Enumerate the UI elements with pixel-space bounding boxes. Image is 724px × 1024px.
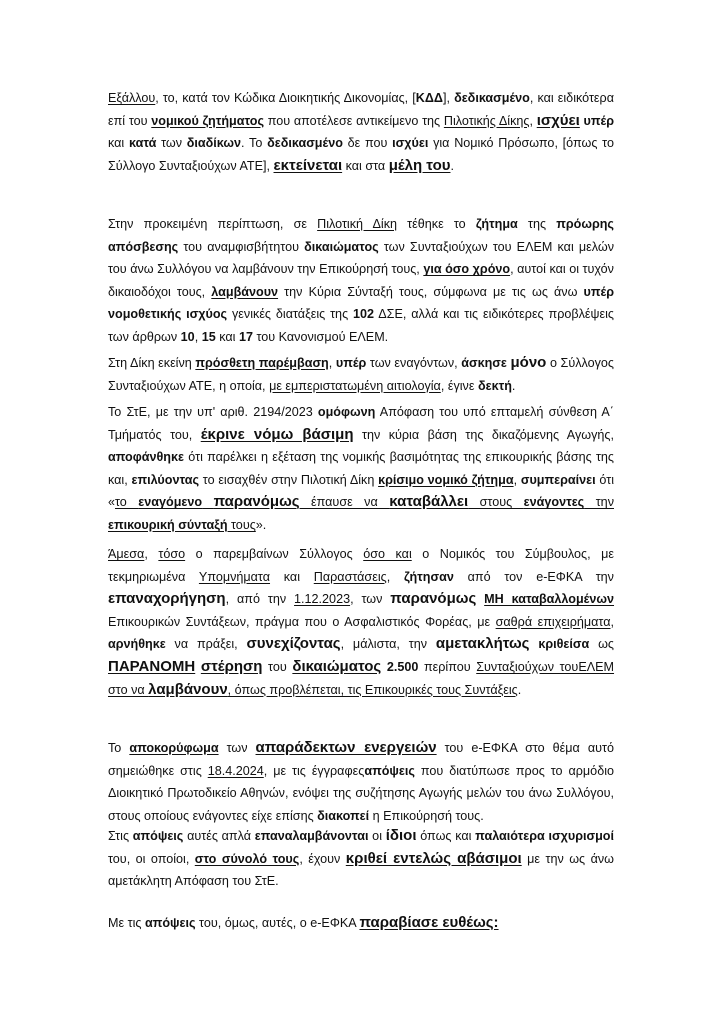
text-run: συμπεραίνει (520, 472, 596, 487)
text-run: εκτείνεται (273, 156, 343, 174)
text-run: 102 (353, 307, 375, 322)
text-run: ], (442, 91, 455, 105)
text-run: λαμβάνουν (148, 680, 228, 698)
text-run: ίδιοι (385, 827, 417, 844)
paragraph-violation (108, 912, 614, 935)
text-run: 15 (201, 329, 216, 344)
text-run (476, 592, 484, 606)
text-run: δικαιώματος (304, 239, 379, 254)
text-run: , των (350, 592, 391, 607)
text-run: παρανόμως (213, 493, 300, 511)
text-run: Απόφαση του υπό επταμελή σύνθεση Α΄ Τμήματός του, (108, 405, 615, 442)
text-run: το (115, 495, 139, 510)
text-run: αρνήθηκε (108, 637, 166, 652)
text-run: 18.4.2024 (207, 763, 264, 778)
text-run: ζήτημα (475, 217, 518, 231)
text-run: Στις (108, 829, 133, 843)
text-run: δεκτή (477, 378, 512, 393)
text-run: ΜΗ καταβαλλομένων (484, 592, 615, 607)
text-run: σαθρά επιχειρήματα (495, 614, 611, 629)
text-run: των εναγόντων, (366, 356, 462, 370)
text-run: , έγινε (440, 378, 478, 393)
text-run: το εισαχθέν στην Πιλοτική Δίκη (199, 472, 379, 487)
text-run: , με τις έγγραφες (263, 763, 365, 778)
text-run: του, οι οποίοι, (108, 851, 195, 866)
text-run: , έχουν (299, 851, 346, 866)
text-run: για Νομικό Πρόσωπο, [όπως το Σύλλογο Συνταξιούχων ΑΤΕ], (108, 136, 614, 173)
text-run: 10 (180, 329, 195, 344)
text-run: Άμεσα (108, 547, 145, 561)
text-run: των Συνταξιούχων του ΕΛΕΜ και μελών του άνω Συλλόγου να λαμβάνουν την Επικούρησή τους, (108, 239, 614, 277)
text-run: ». (255, 517, 267, 532)
paragraph-efka-opinions (108, 737, 614, 827)
text-run: διακοπεί (317, 808, 370, 823)
text-run: του αναμφισβήτητου (178, 239, 305, 254)
text-run: Εξάλλου (108, 91, 156, 105)
text-run: , από την (225, 592, 295, 607)
text-run: γενικές διατάξεις της (227, 307, 354, 322)
text-run: Πιλοτική Δίκη (317, 217, 398, 231)
text-run: για όσο χρόνο (423, 262, 511, 277)
text-run: ζήτησαν (403, 569, 454, 584)
text-run: τέθηκε το (397, 217, 476, 231)
text-run: , μάλιστα, την (340, 637, 436, 652)
text-run: , (386, 569, 404, 584)
text-run: του, όμως, αυτές, ο e-ΕΦΚΑ (195, 916, 360, 930)
text-run: και στα (342, 158, 389, 173)
paragraph-council-of-state-decision (108, 401, 614, 537)
text-run: ΔΣΕ, αλλά και τις ειδικότερες προβλέψεις των άρθρων (108, 307, 614, 344)
text-run: καταβάλλει (389, 493, 469, 511)
text-run: υπέρ νομοθετικής ισχύος (108, 284, 614, 322)
text-run: Στη Δίκη εκείνη (108, 356, 196, 370)
text-run: , (610, 614, 614, 629)
text-run: ο Σύλλογος Συνταξιούχων ΑΤΕ, η οποία, (108, 356, 614, 393)
text-run: όπως και (416, 829, 476, 843)
text-run: . (450, 158, 454, 173)
text-run: παρανόμως (390, 590, 477, 608)
text-run (529, 637, 538, 651)
text-run: απαράδεκτων ενεργειών (255, 739, 437, 756)
text-run: δεδικασμένο (454, 91, 530, 105)
text-run: ότι « (108, 472, 614, 510)
text-run: ΚΔΔ (415, 91, 443, 105)
text-run: μόνο (510, 354, 547, 371)
text-run: πρόσθετη παρέμβαση (195, 356, 329, 370)
text-run: 1.12.2023 (294, 592, 351, 607)
text-run: από τον e-ΕΦΚΑ την (453, 569, 614, 584)
text-run: του (262, 659, 293, 674)
text-run: άσκησε (461, 356, 507, 370)
text-run: που αποτέλεσε αντικείμενο της (264, 113, 444, 128)
text-run: παραβίασε ευθέως: (359, 914, 499, 931)
text-run: αμετακλήτως (435, 635, 530, 653)
text-run: επικουρική σύνταξή (108, 517, 228, 532)
text-run: απόψεις (364, 763, 415, 778)
text-run: ισχύει (536, 111, 580, 129)
text-run: Πιλοτικής Δίκης (443, 113, 530, 128)
text-run: νομικού ζητήματος (151, 113, 264, 128)
text-run: που διατύπωσε προς το αρμόδιο Διοικητικό Πρωτοδικείο Αθηνών, ενόψει της συζήτησης Αγωγής μελών του άνω Συλλόγου, στους οποίους ενάγοντες είχε επίσης (108, 763, 615, 823)
paragraph-intervention (108, 352, 614, 397)
text-run: κριθείσα (538, 637, 590, 652)
text-run: με εμπεριστατωμένη αιτιολογία (269, 378, 441, 393)
text-run: οι (368, 829, 386, 843)
text-run: ο Νομικός του Σύμβουλος, με τεκμηριωμένα (108, 547, 614, 584)
text-run: επαναχορήγηση (108, 590, 226, 608)
text-run: την κύρια βάση της δικαζόμενης Αγωγής, (353, 427, 614, 442)
text-run: , (513, 472, 521, 487)
text-run: κρίσιμο νομικό ζήτημα (378, 472, 514, 487)
text-run (202, 495, 213, 509)
text-run: . Το (241, 136, 268, 151)
paragraph-pilot-case (108, 213, 614, 349)
text-run: ο παρεμβαίνων Σύλλογος (185, 547, 364, 561)
text-run: δεδικασμένο (267, 136, 343, 151)
text-run: αποκορύφωμα (129, 741, 219, 755)
text-run: Το ΣτΕ, με την υπ' αριθ. 2194/2023 (108, 405, 318, 419)
text-run: 2.500 (386, 659, 419, 674)
text-run: Παραστάσεις (313, 569, 387, 584)
text-run: ενάγοντες (523, 495, 585, 510)
text-run: , (529, 113, 537, 128)
text-run: ότι παρέλκει η εξέταση της νομικής βασιμότητας της επικουρικής βάσης της και, (108, 450, 614, 487)
text-run: να πράξει, (165, 637, 247, 652)
text-run: ισχύει (392, 136, 429, 151)
text-run: κατά (128, 136, 157, 151)
paragraph-repeated-claims (108, 825, 614, 893)
text-run: και (215, 329, 239, 344)
text-run: υπέρ (335, 356, 367, 370)
text-run: , το, κατά τον Κώδικα Διοικητικής Δικονομίας, [ (155, 91, 416, 105)
text-run: στους (468, 495, 524, 510)
text-run: του Κανονισμού ΕΛΕΜ. (252, 329, 389, 344)
text-run: λαμβάνουν (211, 284, 279, 299)
text-run: η Επικούρησή τους. (369, 808, 484, 823)
text-run: όσο και (363, 547, 412, 561)
text-run: δικαιώματος (292, 657, 382, 675)
text-run: την (584, 495, 614, 510)
text-run: τους (227, 517, 256, 532)
text-run: , (328, 356, 336, 370)
text-run: συνεχίζοντας (246, 635, 341, 653)
text-run: τόσο (158, 547, 186, 561)
text-run: Στην προκειμένη περίπτωση, σε (108, 217, 318, 231)
text-run: εναγόμενο (138, 495, 203, 510)
text-run: ομόφωνη (317, 405, 376, 419)
text-run: στέρηση (200, 657, 263, 675)
text-run: των (218, 741, 256, 755)
text-run: αποφάνθηκε (108, 450, 184, 465)
text-run: μέλη του (388, 156, 451, 174)
text-run: Με τις (108, 916, 145, 930)
text-run: παλαιότερα ισχυρισμοί (475, 829, 614, 843)
text-run: Επικουρικών Συντάξεων, πράγμα που ο Ασφαλιστικός Φορέας, με (108, 614, 496, 629)
text-run: την Κύρια Σύνταξή τους, σύμφωνα με τις ως άνω (278, 284, 584, 299)
text-run: ως (589, 637, 614, 652)
text-run: κριθεί εντελώς αβάσιμοι (345, 849, 522, 867)
text-run: επιλύοντας (131, 472, 200, 487)
text-run: . (517, 682, 522, 697)
text-run: , και ειδικότερα επί του (108, 91, 614, 128)
text-run: και (108, 136, 129, 151)
text-run: Υπομνήματα (198, 569, 271, 584)
text-run: . (511, 378, 516, 393)
text-run: διαδίκων (186, 136, 242, 151)
text-run: , (144, 547, 159, 561)
text-run: απόψεις (144, 916, 196, 930)
text-run: 17 (238, 329, 253, 344)
text-run: Το (108, 741, 130, 755)
paragraph-requests-to-efka (108, 543, 614, 701)
text-run: έπαυσε να (299, 495, 390, 510)
text-run: Συνταξιούχων τουΕΛΕΜ στο να (108, 659, 615, 697)
text-run: πρόωρης απόσβεσης (108, 217, 614, 254)
text-run: έκρινε νόμω βάσιμη (200, 425, 354, 443)
text-run: , (194, 329, 202, 344)
text-run: και (270, 569, 314, 584)
text-run: περίπου (418, 659, 477, 674)
text-run: απόψεις (132, 829, 184, 843)
text-run: , αυτοί και οι τυχόν δικαιοδόχοι τους, (108, 262, 614, 299)
text-run: της (517, 217, 557, 231)
text-run: του e-ΕΦΚΑ στο θέμα αυτό σημειώθηκε στις (108, 741, 614, 778)
paragraph-res-judicata (108, 87, 614, 177)
text-run: δε που (342, 136, 393, 151)
text-run: των (156, 136, 187, 151)
text-run: υπέρ (579, 113, 614, 128)
text-run: ΠΑΡΑΝΟΜΗ (108, 657, 196, 675)
text-run: αυτές απλά (183, 829, 255, 843)
text-run: στο σύνολό τους (194, 851, 300, 866)
text-run: επαναλαμβάνονται (254, 829, 369, 843)
text-run: με την ως άνω αμετάκλητη Απόφαση του ΣτΕ. (108, 851, 614, 889)
text-run: , όπως προβλέπεται, τις Επικουρικές τους Συντάξεις (227, 682, 518, 697)
